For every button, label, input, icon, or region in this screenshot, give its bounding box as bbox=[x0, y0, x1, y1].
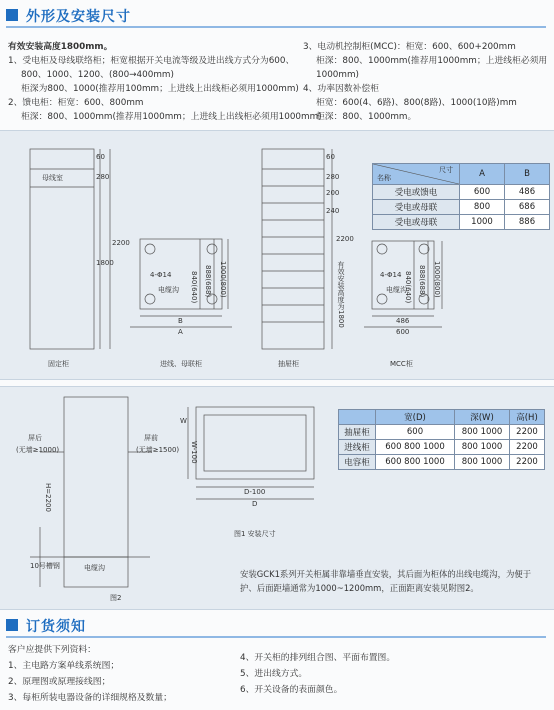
title-underline bbox=[6, 26, 546, 28]
mcc-dim-888-688: 888(688) bbox=[418, 265, 426, 298]
dim-D-100: D-100 bbox=[244, 488, 266, 496]
cable-trench-label: 电缆沟 bbox=[158, 286, 179, 294]
title-square-icon bbox=[6, 9, 18, 21]
cabinet-diagram-panel bbox=[0, 130, 554, 380]
dim-W-100: W-100 bbox=[190, 441, 198, 464]
caption-fixed-cabinet: 固定柜 bbox=[48, 360, 69, 368]
dim-60-fixed: 60 bbox=[96, 153, 105, 161]
section-title-dimensions bbox=[6, 6, 546, 28]
screen-back-note: (无墙≥1000) bbox=[16, 446, 60, 454]
dim-280-drawer: 280 bbox=[326, 173, 340, 181]
ordering-left: 客户应提供下列资料： 1、主电路方案单线系统图； 2、原理图或原理接线图； 3、每柜所装电器设备的详细规格及数量； bbox=[8, 645, 172, 703]
mcc-cable-trench: 电缆沟 bbox=[386, 286, 407, 294]
dim-B: B bbox=[178, 317, 183, 325]
dim-A: A bbox=[178, 328, 183, 336]
title-underline bbox=[6, 636, 546, 638]
dim-D: D bbox=[252, 500, 258, 508]
size-table bbox=[372, 163, 550, 230]
screen-front-note: (无墙≥1500) bbox=[136, 446, 180, 454]
cable-trench-label-2: 电缆沟 bbox=[84, 564, 105, 572]
dim-2200-fixed: 2200 bbox=[112, 239, 130, 247]
dim-200-drawer: 200 bbox=[326, 189, 340, 197]
dim-1800: 1800 bbox=[96, 259, 114, 267]
figure-2-label: 图2 bbox=[110, 594, 122, 602]
effective-height-label: 有效安装高度为1800 bbox=[337, 261, 345, 328]
dim-840-640: 840(640) bbox=[190, 271, 198, 304]
title-square-icon bbox=[6, 619, 18, 631]
screen-front-label: 屏前 bbox=[144, 434, 158, 442]
table-row: 电容柜 600 800 1000 800 1000 2200 bbox=[339, 455, 545, 470]
mcc-dim-1000-800: 1000(800) bbox=[433, 261, 441, 298]
dim-600: 600 bbox=[396, 328, 410, 336]
installation-note: 安装GCK1系列开关柜属非靠墙垂直安装，其后面为柜体的出线电缆沟，为便于 护、后面距墙通常为1000~1200mm，正面距离安装见附图2。 bbox=[240, 569, 532, 593]
installation-diagram-panel bbox=[0, 386, 554, 610]
dim-888-688: 888(688) bbox=[204, 265, 212, 298]
mcc-mounting-holes: 4-Φ14 bbox=[380, 271, 402, 279]
size-table-header-a: A bbox=[460, 164, 505, 185]
dim-280-fixed: 280 bbox=[96, 173, 110, 181]
dim-W: W bbox=[180, 417, 187, 425]
caption-drawer-cabinet: 抽屉柜 bbox=[278, 360, 299, 368]
caption-mcc-cabinet: MCC柜 bbox=[390, 360, 413, 368]
mounting-holes-label: 4-Φ14 bbox=[150, 271, 172, 279]
ordering-right: 4、开关柜的排列组合图、平面布置图。 5、进出线方式。 6、开关设备的表面颜色。 bbox=[240, 653, 396, 695]
cabinet-dimension-table: 宽(D) 深(W) 高(H) 抽屉柜 600 800 1000 2200 进线柜 600 800 1000 800 1000 2200 电容柜 600 800 1000 800 1000 2200 bbox=[338, 409, 545, 470]
caption-incoming-cabinet: 进线、母联柜 bbox=[160, 360, 202, 368]
table-row: 受电或母联 800 686 bbox=[373, 200, 550, 215]
intro-line: 有效安装高度1800mm。 bbox=[8, 42, 113, 52]
size-table-header-b: B bbox=[505, 164, 550, 185]
dim-2200-drawer: 2200 bbox=[336, 235, 354, 243]
dim-240-drawer: 240 bbox=[326, 207, 340, 215]
dim-1000-800: 1000(800) bbox=[219, 261, 227, 298]
height-label: H=2200 bbox=[44, 483, 52, 512]
table-row: 受电或母联 1000 886 bbox=[373, 215, 550, 230]
dim-60-drawer: 60 bbox=[326, 153, 335, 161]
dim-486: 486 bbox=[396, 317, 410, 325]
mcc-dim-840-640: 840(640) bbox=[404, 271, 412, 304]
screen-back-label: 屏后 bbox=[28, 434, 42, 442]
section-title-text: 外形及安装尺寸 bbox=[26, 9, 131, 25]
table-row: 受电或馈电 600 486 bbox=[373, 185, 550, 200]
channel-steel-label: 10号槽钢 bbox=[30, 562, 60, 570]
figure-1-label: 图1 安装尺寸 bbox=[234, 530, 276, 538]
spec-text-right: 3、电动机控制柜(MCC)：柜宽：600、600+200mm 柜深：800、1000mm(推荐用1000mm；上进线柜必须用 1000mm) 4、功率因数补偿柜 柜宽：600(4、6路)、800(8路)、1000(10路)mm 柜深：800、1000mm。 bbox=[303, 42, 548, 122]
busbar-room-label: 母线室 bbox=[42, 174, 63, 182]
section-title-ordering bbox=[6, 616, 546, 638]
section-title-text: 订货须知 bbox=[26, 619, 86, 635]
table-row: 进线柜 600 800 1000 800 1000 2200 bbox=[339, 440, 545, 455]
spec-text-left: 1、受电柜及母线联络柜；柜宽根据开关电流等级及进出线方式分为600、 800、1000、1200、(800→400mm) 柜深为800、1000(推荐用100mm；上进线上出线柜必须用1000mm) 2、馈电柜：柜宽：600、800mm 柜深：800、1000mm(推荐用1000mm；上进线上出线柜必须用1000mm) bbox=[8, 56, 322, 122]
size-table-corner: 尺寸 名称 bbox=[373, 164, 460, 185]
table-row: 抽屉柜 600 800 1000 2200 bbox=[339, 425, 545, 440]
